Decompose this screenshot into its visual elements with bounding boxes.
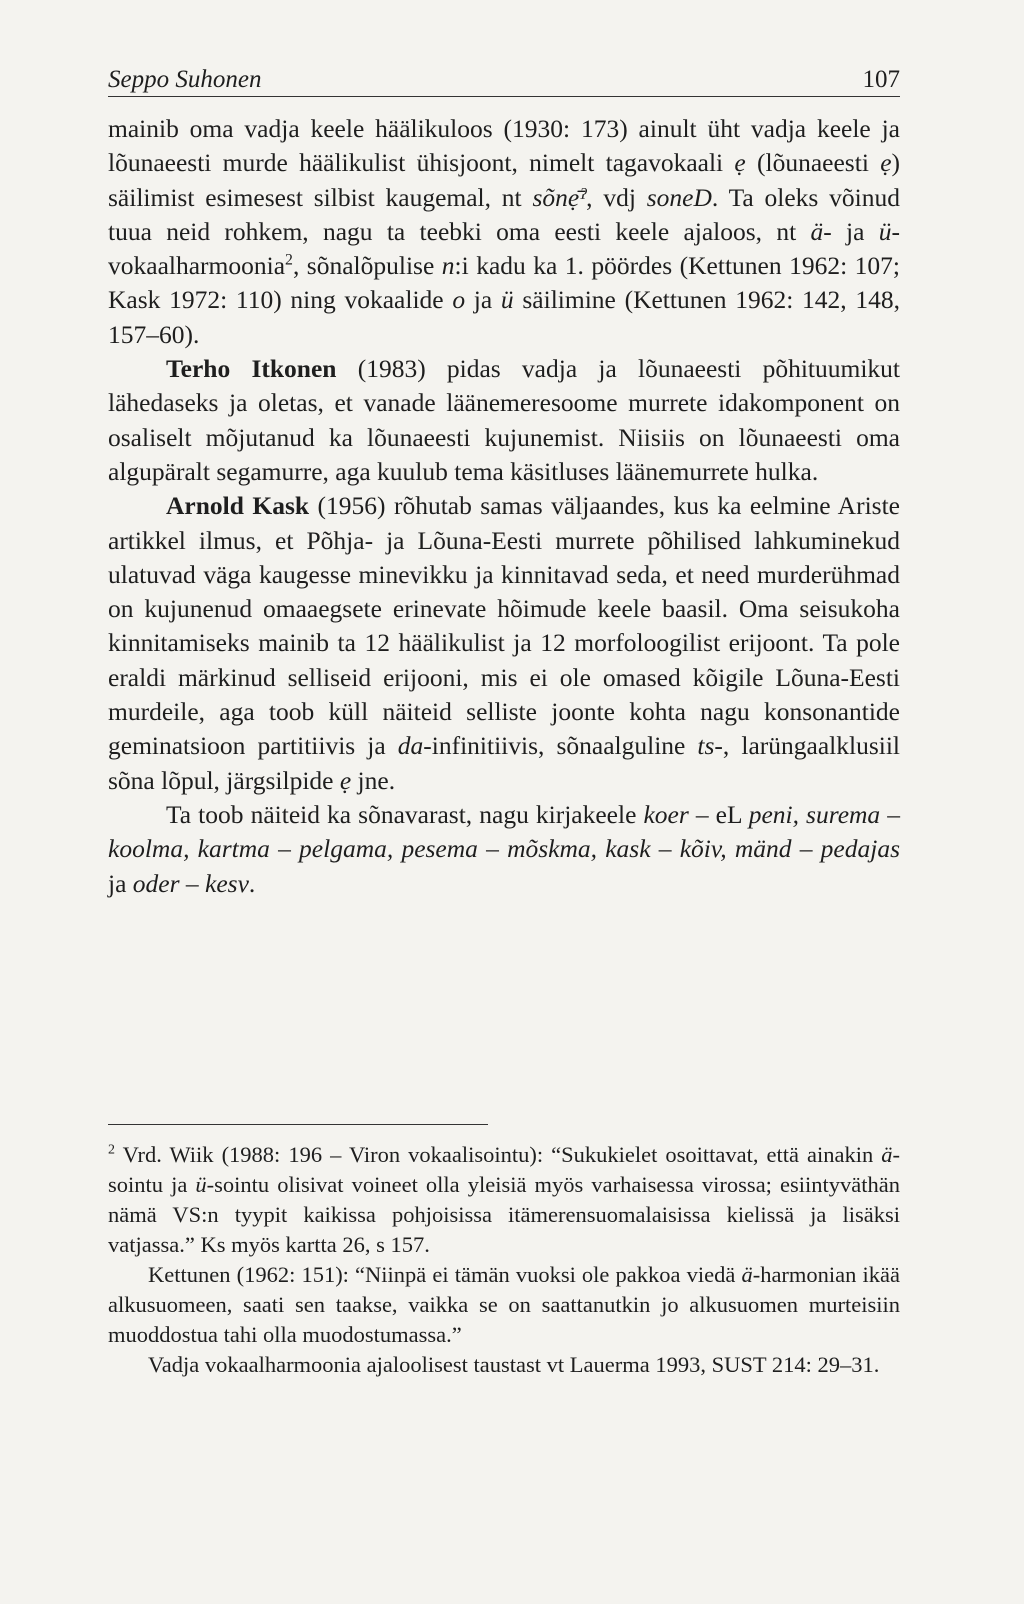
- italic-run: soneD: [646, 182, 712, 212]
- header-author: Seppo Suhonen: [108, 66, 262, 93]
- footnote-2: [108, 1140, 900, 1260]
- text-run: -sointu ja: [108, 1142, 900, 1197]
- text-run: (1983) pidas vadja ja lõunaeesti põhituumikut lähedaseks ja oletas, et vanade läänemeresoome murrete idakomponent on osaliselt mõjutanud ka lõunaeesti kujunemist. Niisiis on lõunaeesti oma algupäralt segamurre, aga kuulub tema käsitluses läänemurrete hulka.: [108, 354, 900, 486]
- text-run: (lõunaeesti: [745, 148, 881, 178]
- italic-run: oder – kesv: [132, 868, 249, 898]
- text-run: jne.: [351, 765, 396, 795]
- text-run: mainib oma vadja keele häälikuloos (1930: 173) ainult üht vadja keele ja lõunaeesti murde häälikulist ühisjoont, nimelt tagavokaali: [108, 114, 900, 178]
- italic-run: ä: [741, 1262, 753, 1287]
- italic-run: n: [441, 251, 455, 281]
- text-run: -harmonian ikää alkusuomeen, saati sen taakse, vaikka se on saattanutkin jo alkusuomen murteisiin muoddostua tahi olla muodostumassa.”: [108, 1262, 900, 1347]
- italic-run: peni, surema – koolma, kartma – pelgama, pesema – mõskma, kask – kõiv, mänd – pedajas: [108, 799, 901, 864]
- text-run: – eL: [688, 799, 749, 829]
- running-header: [108, 60, 900, 97]
- italic-run: ä: [881, 1142, 893, 1167]
- italic-run: ü: [195, 1172, 207, 1197]
- text-run: , larüngaalklusiil sõna lõpul, järgsilpide: [108, 731, 900, 795]
- italic-run: ẹ: [734, 148, 746, 178]
- paragraph-4: [108, 798, 900, 901]
- text-run: .: [248, 868, 256, 898]
- italic-run: ü: [878, 216, 892, 246]
- author-name: Arnold Kask: [166, 491, 310, 521]
- footnote-paragraph: [108, 1350, 900, 1380]
- page-number: 107: [862, 66, 900, 93]
- italic-run: ẹ: [339, 765, 352, 795]
- text-run: -sointu olisivat voineet olla yleisiä myös varhaisessa virossa; esiintyväthän nämä VS:n tyypit kaikissa pohjoisissa itämerensuomalaisissa kielissä ja lisäksi vatjassa.” Ks myös kartta 26, s 157.: [108, 1172, 900, 1257]
- text-run: säilimine (Kettunen 1962: 142, 148, 157–60).: [108, 285, 901, 349]
- text-run: Vrd. Wiik (1988: 196 – Viron vokaalisointu): “Sukukielet osoittavat, että ainakin: [114, 1142, 882, 1167]
- paragraph-3: [108, 489, 900, 798]
- text-run: Ta toob näiteid ka sõnavarast, nagu kirjakeele: [166, 799, 644, 829]
- footnote-marker: 2: [108, 1142, 115, 1158]
- paragraph-1: [108, 112, 900, 352]
- text-run: ja: [465, 285, 501, 315]
- italic-run: ts-: [697, 731, 723, 761]
- text-run: . Ta oleks võinud tuua neid rohkem, nagu ta teebki oma eesti keele ajaloos, nt: [108, 182, 900, 246]
- italic-run: sõnẹ̄ˀ: [532, 182, 587, 212]
- text-run: (1956) rõhutab samas väljaandes, kus ka eelmine Ariste artikkel ilmus, et Põhja- ja Lõuna-Eesti murrete põhilised lahkuminekud ulatuvad väga kaugesse minevikku ja kinnitavad seda, et need murderühmad on kujunenud omaaegsete erinevate hõimude keele baasil. Oma seisukoha kinnitamiseks mainib ta 12 häälikulist ja 12 morfoloogilist erijoont. Ta pole eraldi märkinud selliseid erijooni, mis ei ole omased kõigile Lõuna-Eesti murdeile, aga toob küll näiteid selliste joonte kohta nagu konsonantide geminatsioon partitiivis ja: [108, 491, 900, 761]
- italic-run: ü: [500, 285, 514, 315]
- italic-run: o: [452, 285, 466, 315]
- footnotes: [108, 1140, 900, 1380]
- text-run: :i kadu ka 1. pöördes (Kettunen 1962: 107; Kask 1972: 110) ning vokaalide: [108, 251, 900, 315]
- text-run: ) säilimist esimesest silbist kaugemal, nt: [108, 148, 901, 212]
- text-run: , sõnalõpulise: [292, 251, 442, 281]
- text-run: Kettunen (1962: 151): “Niinpä ei tämän vuoksi ole pakkoa viedä: [148, 1262, 742, 1287]
- footnote-paragraph: [108, 1260, 900, 1350]
- text-run: -infinitiivis, sõnaalguline: [423, 731, 698, 761]
- footnote-separator: [108, 1124, 488, 1125]
- author-name: Terho Itkonen: [166, 354, 337, 384]
- main-text: [108, 112, 900, 901]
- italic-run: ä-: [810, 216, 832, 246]
- text-run: ja: [831, 216, 879, 246]
- italic-run: koer: [643, 799, 689, 829]
- text-run: ja: [108, 868, 133, 898]
- text-run: Vadja vokaalharmoonia ajaloolisest taustast vt Lauerma 1993, SUST 214: 29–31.: [148, 1352, 880, 1377]
- text-run: , vdj: [586, 182, 647, 212]
- paragraph-2: [108, 352, 900, 489]
- footnote-ref: 2: [285, 251, 293, 269]
- italic-run: da: [397, 731, 424, 761]
- text-run: -vokaalharmoonia: [108, 216, 900, 281]
- italic-run: ẹ: [880, 148, 892, 178]
